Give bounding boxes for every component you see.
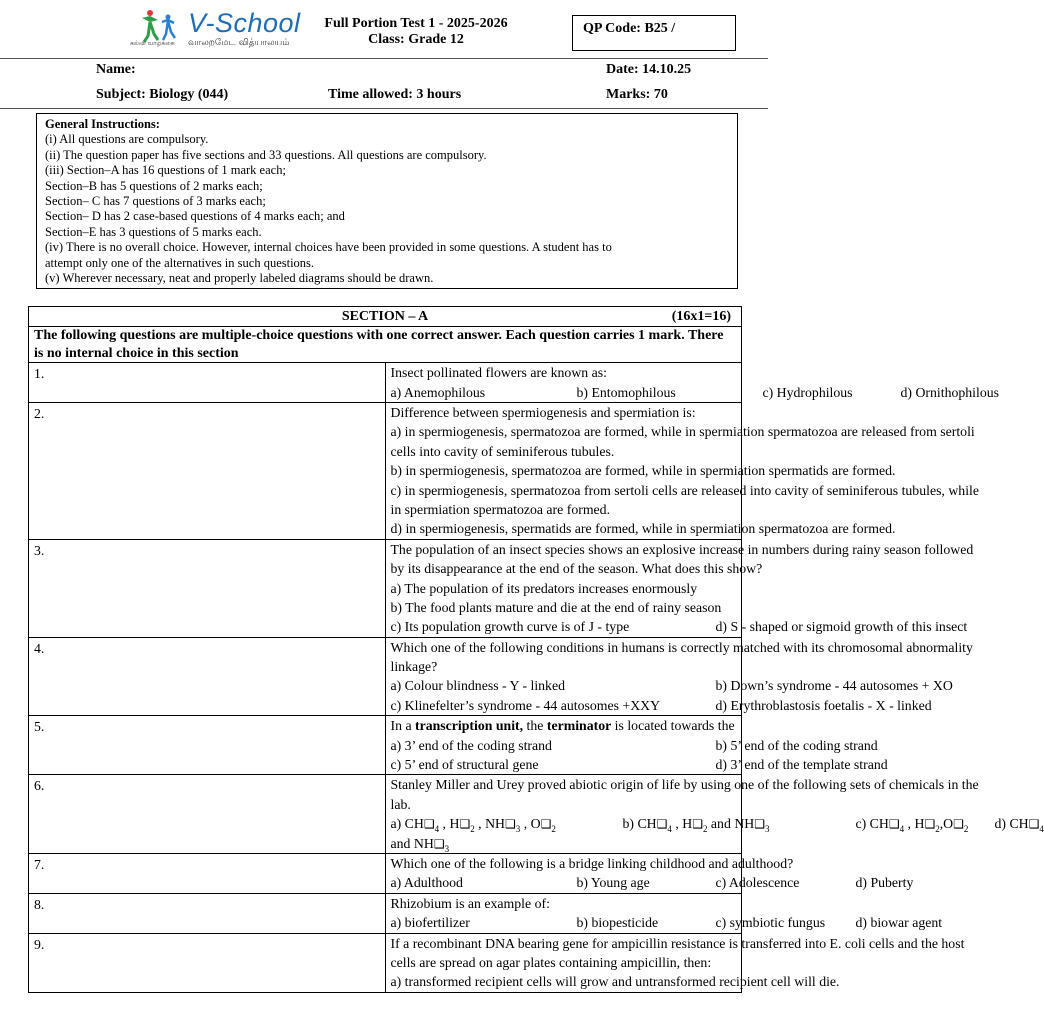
name-field: Name: [96,62,136,77]
options-line [390,755,888,774]
text-bold: terminator [546,718,612,734]
options-line [390,676,953,695]
question-row [29,853,742,893]
options-line [390,617,968,636]
question-number: 8. [34,896,45,912]
question-row [29,637,742,716]
question-text: Which one of the following is a bridge linking childhood and adulthood? [390,855,794,871]
option-a: a) in spermiogenesis, spermatozoa are formed, while in spermiation spermatozoa are released from sertoli [390,424,975,440]
logo-subtitle: வாலறமேட வித்யாலயம் [188,38,290,48]
options-line [390,873,914,892]
option-d: d) in spermiogenesis, spermatids are formed, while in spermiation spermatozoa are formed. [390,521,896,537]
subject-label: Subject: Biology (044) [96,87,229,102]
text-part: In a [390,718,416,734]
options-line [390,736,878,755]
instructions-title: General Instructions: [45,117,160,131]
options-line [390,913,943,932]
instruction-line: attempt only one of the alternatives in such questions. [45,255,315,270]
options-line [390,814,1044,834]
option-d: d) Ornithophilous [900,384,999,400]
logo-text: V-School [188,8,301,38]
question-row [29,402,742,539]
option-d: d) biowar agent [855,915,943,931]
header-divider [0,58,768,59]
question-text: Which one of the following conditions in humans is correctly matched with its chromosomal abnormality [390,639,973,655]
question-row [29,716,742,775]
question-number: 9. [34,936,45,952]
time-label: Time allowed: 3 hours [328,87,462,102]
option-b: b) biopesticide [576,915,659,931]
section-a-table [28,306,1044,993]
question-number: 4. [34,640,45,656]
option-a: a) Anemophilous [390,384,486,400]
test-title: Full Portion Test 1 - 2025-2026 [324,16,508,31]
option-d: d) 3’ end of the template strand [715,757,888,773]
option-c: c) Adolescence [715,875,800,891]
option-a: a) transformed recipient cells will grow and untransformed recipient cell will die. [390,974,840,990]
question-row [29,539,742,637]
option-b: b) 5’ end of the coding strand [715,737,878,753]
instruction-line: (iii) Section–A has 16 questions of 1 mark each; [45,163,286,178]
option-c: c) $CH❑_4$ , $H❑_2,O❑_2$ [855,816,969,834]
option-c: c) Its population growth curve is of J - type [390,619,630,635]
text-part: is located towards the [611,718,735,734]
instruction-line: (iv) There is no overall choice. However, internal choices have been provided in some questions. A student has to [45,240,612,255]
option-b: b) Entomophilous [576,384,676,400]
question-text: Rhizobium is an example of: [390,895,550,911]
option-b: b) The food plants mature and die at the end of rainy season [390,599,722,615]
question-number: 1. [34,366,45,382]
question-text-cont: lab. [390,796,411,812]
instruction-line: (i) All questions are compulsory. [45,132,209,147]
question-number: 7. [34,856,45,872]
question-text: Difference between spermiogenesis and spermiation is: [390,404,696,420]
section-title: SECTION – A [341,309,429,324]
date-label: Date: 14.10.25 [606,62,692,77]
option-d: d) S - shaped or sigmoid growth of this insect [715,619,968,635]
question-text: Stanley Miller and Urey proved abiotic origin of life by using one of the following sets of chemicals in the [390,777,979,793]
section-header-row [29,307,742,327]
option-b: b) in spermiogenesis, spermatozoa are formed, while in spermiation spermatids are formed. [390,463,896,479]
instruction-line: Section– D has 2 case-based questions of 4 marks each; and [45,209,345,224]
options-line [390,383,999,402]
question-row [29,933,742,992]
marks-label: Marks: 70 [606,87,668,102]
option-a: a) The population of its predators increases enormously [390,580,698,596]
text-part: the [523,718,547,734]
qp-code-box: QP Code: B25 / [572,15,736,51]
logo-figures-icon [142,10,175,42]
section-intro: The following questions are multiple-choice questions with one correct answer. Each question carries 1 mark. There is no internal choice in this section [29,327,742,363]
question-number: 5. [34,719,45,735]
question-number: 2. [34,405,45,421]
option-c: c) Hydrophilous [762,384,853,400]
general-instructions [36,113,738,289]
option-a: a) $CH❑_4$ , $H❑_2$ , $NH❑_3$ , $O❑_2$ [390,816,556,834]
option-c: c) symbiotic fungus [715,915,826,931]
section-intro-row [29,327,742,363]
logo-tagline: கல்வி வாழ்க்கை [130,40,175,47]
option-d: d) $CH❑_4$ [994,816,1044,834]
option-c-cont: in spermiation spermatozoa are formed. [390,501,611,517]
question-text-cont: linkage? [390,659,438,675]
option-b: b) Down’s syndrome - 44 autosomes + XO [715,678,953,694]
question-text [391,716,737,735]
question-row [29,775,742,854]
option-a: a) 3’ end of the coding strand [390,737,552,753]
section-marks: (16x1=16) [671,309,731,324]
instruction-line: (ii) The question paper has five sections and 33 questions. All questions are compulsory. [45,147,487,162]
question-number: 3. [34,542,45,558]
options-line [390,696,932,715]
text-bold: transcription unit, [415,718,524,734]
question-text: If a recombinant DNA bearing gene for ampicillin resistance is transferred into E. coli cells and the host [390,935,965,951]
option-b: b) Young age [576,875,650,891]
option-c: c) Klinefelter’s syndrome - 44 autosomes +XXY [390,697,661,713]
meta-divider [0,108,768,109]
option-d: d) Erythroblastosis foetalis - X - linked [715,697,932,713]
question-row [29,363,742,403]
option-c: c) in spermiogenesis, spermatozoa from sertoli cells are released into cavity of seminiferous tubules, while [390,482,979,498]
question-text: The population of an insect species shows an explosive increase in numbers during rainy season followed [390,541,974,557]
question-row [29,893,742,933]
option-a-cont: cells into cavity of seminiferous tubules. [390,443,615,459]
instruction-line: (v) Wherever necessary, neat and properly labeled diagrams should be drawn. [45,271,434,286]
question-text: Insect pollinated flowers are known as: [390,365,607,381]
option-a: a) Adulthood [390,875,463,891]
class-label: Class: Grade 12 [368,32,464,47]
option-b: b) $CH❑_4$ , $H❑_2$ and $NH❑_3$ [622,816,770,834]
instruction-line: Section–E has 3 questions of 5 marks each. [45,224,262,239]
option-a: a) Colour blindness - Y - linked [390,678,565,694]
instruction-line: Section– C has 7 questions of 3 marks each; [45,194,266,209]
option-d-cont: and $NH❑_3$ [390,835,450,854]
option-d: d) Puberty [855,875,914,891]
question-number: 6. [34,778,45,794]
option-c: c) 5’ end of structural gene [390,757,539,773]
instruction-line: Section–B has 5 questions of 2 marks each; [45,178,263,193]
option-a: a) biofertilizer [390,915,470,931]
question-text-cont: by its disappearance at the end of the season. What does this show? [390,561,763,577]
question-text-cont: cells are spread on agar plates containing ampicillin, then: [390,954,712,970]
